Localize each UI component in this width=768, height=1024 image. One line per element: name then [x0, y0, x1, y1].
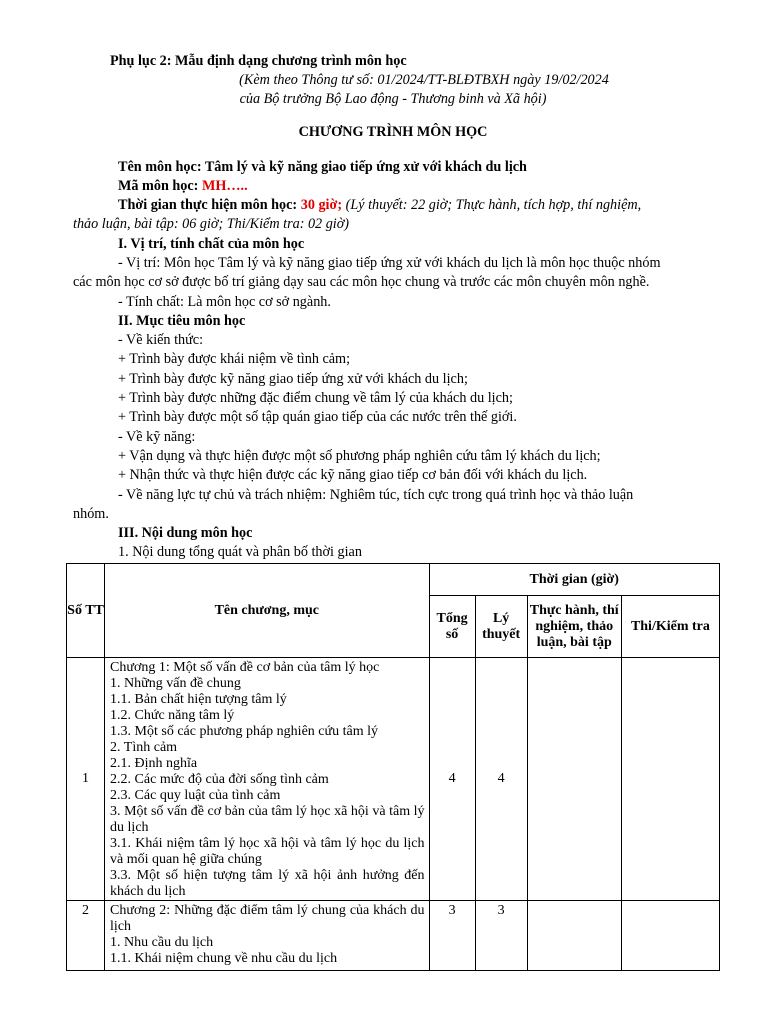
skills-label: - Về kỹ năng: [118, 429, 196, 445]
subject-time-value: 30 giờ; [300, 197, 343, 213]
subject-name [118, 158, 527, 176]
position-line2: các môn học cơ sở được bố trí giảng dạy sau các môn học chung và trước các môn chuyên môn nghề. [73, 274, 650, 290]
subject-name-label: Tên môn học: [118, 159, 205, 175]
row-practice [527, 901, 621, 971]
subject-code [118, 177, 248, 195]
autonomy-line1: - Về năng lực tự chủ và trách nhiệm: Nghiêm túc, tích cực trong quá trình học và thảo luận [118, 487, 634, 503]
content-line: 1. Những vấn đề chung [110, 676, 241, 691]
content-line: 3.3. Một số hiện tượng tâm lý xã hội ảnh hưởng đến khách du lịch [110, 868, 425, 899]
table-row [67, 901, 720, 971]
header-practice: Thực hành, thí nghiệm, thảo luận, bài tập [527, 596, 621, 658]
header-time: Thời gian (giờ) [429, 564, 719, 596]
skills-item: + Nhận thức và thực hiện được các kỹ năng giao tiếp cơ bản đối với khách du lịch. [118, 467, 588, 483]
content-line: 1.1. Khái niệm chung về nhu cầu du lịch [110, 951, 338, 966]
header-name: Tên chương, mục [105, 564, 429, 658]
content-line: 1.3. Một số các phương pháp nghiên cứu tâm lý [110, 724, 378, 739]
subject-time [118, 196, 641, 214]
attached-note-line2: của Bộ trưởng Bộ Lao động - Thương binh và Xã hội) [239, 91, 547, 107]
section2-heading: II. Mục tiêu môn học [118, 313, 246, 329]
row-theory: 4 [475, 658, 527, 901]
row-total: 4 [429, 658, 475, 901]
knowledge-item: + Trình bày được một số tập quán giao tiếp của các nước trên thế giới. [118, 409, 517, 425]
content-line: Chương 2: Những đặc điểm tâm lý chung của khách du lịch [110, 903, 425, 934]
subject-time-detail-cont: thảo luận, bài tập: 06 giờ; Thi/Kiểm tra: 02 giờ) [73, 216, 350, 232]
header-exam: Thi/Kiểm tra [621, 596, 719, 658]
skills-item: + Vận dụng và thực hiện được một số phương pháp nghiên cứu tâm lý khách du lịch; [118, 448, 601, 464]
table-header-row [67, 564, 720, 596]
subject-time-detail: (Lý thuyết: 22 giờ; Thực hành, tích hợp, thí nghiệm, [342, 197, 642, 213]
content-line: 1. Nhu cầu du lịch [110, 935, 214, 950]
header-theory: Lý thuyết [475, 596, 527, 658]
content-line: 3.1. Khái niệm tâm lý học xã hội và tâm lý học du lịch và mối quan hệ giữa chúng [110, 836, 425, 867]
content-line: 2. Tình cảm [110, 740, 178, 755]
row-no: 1 [67, 658, 105, 901]
row-theory: 3 [475, 901, 527, 971]
row-content [105, 658, 429, 901]
knowledge-label: - Về kiến thức: [118, 332, 204, 348]
content-line: 2.3. Các quy luật của tình cảm [110, 788, 281, 803]
subject-name-value: Tâm lý và kỹ năng giao tiếp ứng xử với khách du lịch [204, 159, 527, 175]
knowledge-item: + Trình bày được kỹ năng giao tiếp ứng xử với khách du lịch; [118, 371, 468, 387]
content-line: Chương 1: Một số vấn đề cơ bản của tâm lý học [110, 660, 380, 675]
content-line: 3. Một số vấn đề cơ bản của tâm lý học xã hội và tâm lý du lịch [110, 804, 425, 835]
row-total: 3 [429, 901, 475, 971]
header-total: Tổng số [429, 596, 475, 658]
content-line: 1.2. Chức năng tâm lý [110, 708, 235, 723]
knowledge-item: + Trình bày được những đặc điểm chung về tâm lý của khách du lịch; [118, 390, 513, 406]
knowledge-item: + Trình bày được khái niệm về tình cảm; [118, 351, 351, 367]
content-line: 2.1. Định nghĩa [110, 756, 198, 771]
section3-sub1: 1. Nội dung tổng quát và phân bố thời gian [118, 544, 362, 560]
subject-code-value: MH….. [201, 178, 248, 194]
appendix-title: Phụ lục 2: Mẫu định dạng chương trình môn học [110, 53, 407, 69]
attached-note-line1: (Kèm theo Thông tư số: 01/2024/TT-BLĐTBXH ngày 19/02/2024 [239, 72, 609, 88]
content-line: 1.1. Bản chất hiện tượng tâm lý [110, 692, 287, 707]
position-line1: - Vị trí: Môn học Tâm lý và kỹ năng giao tiếp ứng xử với khách du lịch là môn học thuộc nhóm [118, 255, 661, 271]
table-row [67, 658, 720, 901]
autonomy-line2: nhóm. [73, 506, 109, 522]
subject-time-label: Thời gian thực hiện môn học: [118, 197, 301, 213]
row-no: 2 [67, 901, 105, 971]
nature-line: - Tính chất: Là môn học cơ sở ngành. [118, 294, 331, 310]
row-content [105, 901, 429, 971]
row-practice [527, 658, 621, 901]
subject-code-label: Mã môn học: [118, 178, 202, 194]
schedule-table [66, 563, 720, 971]
row-exam [621, 901, 719, 971]
row-exam [621, 658, 719, 901]
document-title: CHƯƠNG TRÌNH MÔN HỌC [298, 124, 488, 140]
section1-heading: I. Vị trí, tính chất của môn học [118, 236, 305, 252]
header-no: Số TT [67, 564, 105, 658]
section3-heading: III. Nội dung môn học [118, 525, 253, 541]
content-line: 2.2. Các mức độ của đời sống tình cảm [110, 772, 329, 787]
